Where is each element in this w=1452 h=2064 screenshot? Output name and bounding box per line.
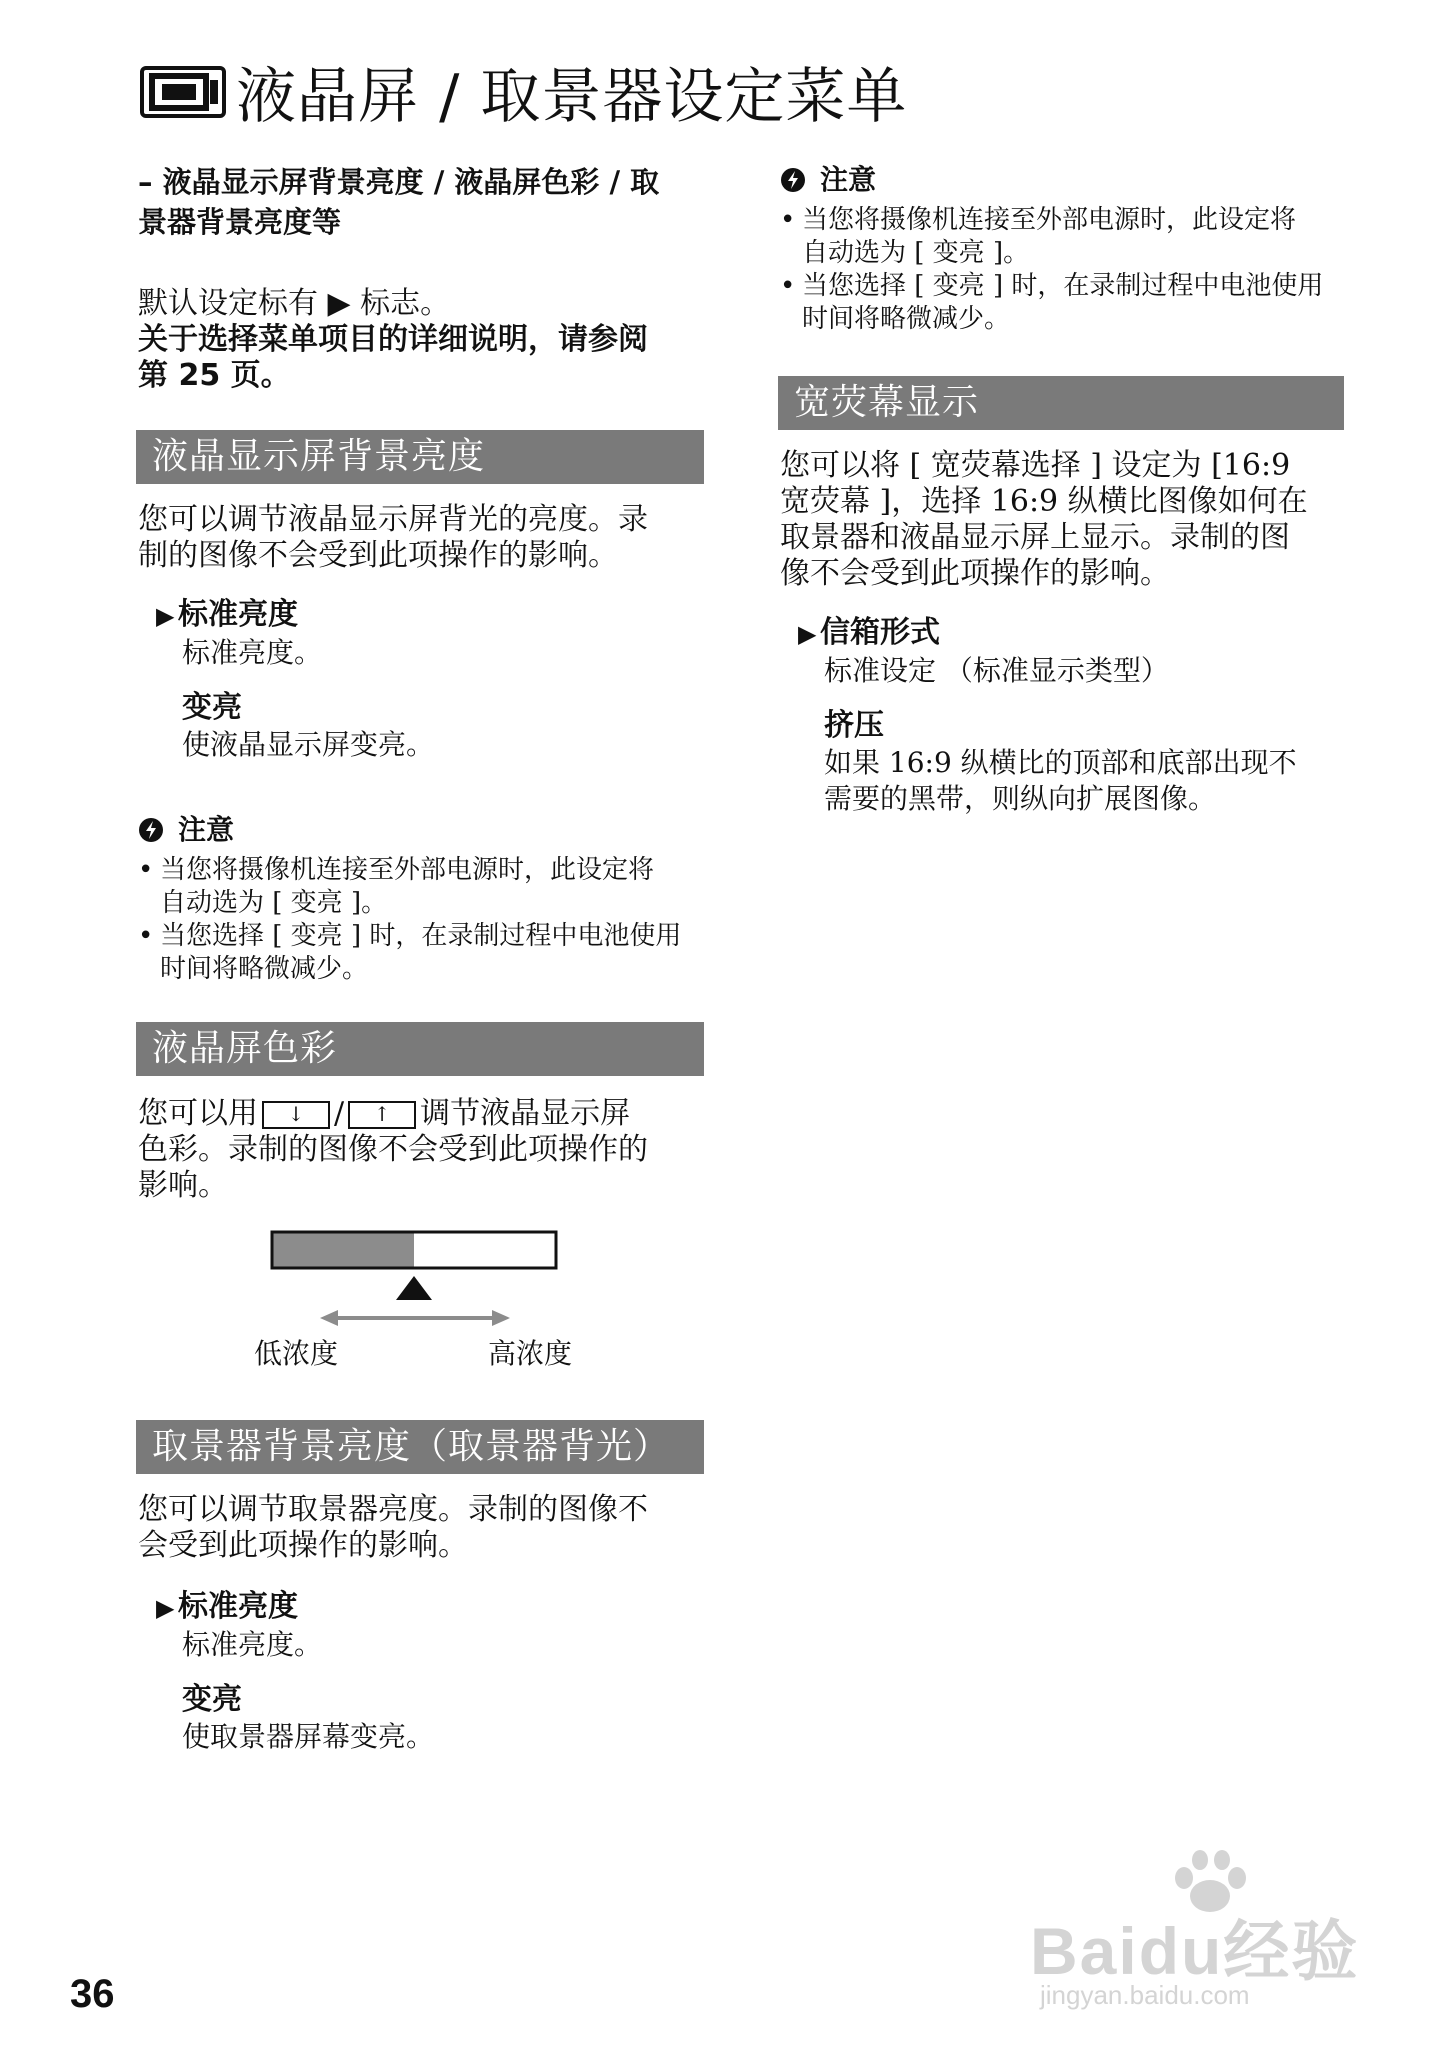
intro-detail: 第 25 页。	[138, 358, 291, 393]
desc-line: 会受到此项操作的影响。	[138, 1528, 468, 1563]
note-text: 当您选择 [ 变亮 ] 时，在录制过程中电池使用	[802, 271, 1324, 301]
note-text: 时间将略微减少。	[802, 304, 1011, 334]
desc-line	[138, 1096, 703, 1132]
lcd-color-desc	[138, 1096, 703, 1204]
option-title: 标准亮度	[178, 1589, 298, 1624]
note-item	[138, 854, 703, 920]
page-title	[140, 52, 907, 132]
option-desc: 如果 16:9 纵横比的顶部和底部出现不	[824, 746, 1297, 779]
note-header	[138, 812, 703, 848]
option-bright: 变亮	[182, 1682, 242, 1717]
intro-default-marker-text: 默认设定标有 ▶ 标志。	[138, 286, 451, 321]
desc-text: 调节液晶显示屏	[420, 1096, 631, 1131]
default-arrow-icon: ▶	[798, 620, 817, 648]
up-key: ↑	[348, 1101, 416, 1129]
subtitle	[138, 162, 703, 242]
option-desc: 需要的黑带，则纵向扩展图像。	[824, 782, 1217, 815]
desc-line: 像不会受到此项操作的影响。	[780, 556, 1170, 591]
down-key: ↓	[262, 1101, 330, 1129]
note-text: 当您将摄像机连接至外部电源时，此设定将	[160, 855, 655, 885]
option-title: 信箱形式	[820, 615, 940, 650]
option-desc: 标准亮度。	[182, 636, 323, 669]
bullet: •	[138, 921, 154, 951]
option-normal	[156, 596, 696, 635]
note-text: 当您选择 [ 变亮 ] 时，在录制过程中电池使用	[160, 921, 682, 951]
option-bright: 变亮	[182, 690, 242, 725]
watermark-brand: Baidu经验	[1030, 1914, 1360, 1988]
note-text: 自动选为 [ 变亮 ]。	[802, 238, 1030, 268]
vf-backlight-options	[156, 1588, 696, 1755]
note-text: 时间将略微减少。	[160, 954, 369, 984]
lcd-backlight-options	[156, 596, 696, 763]
section-widescreen-header: 宽荧幕显示	[778, 376, 1344, 430]
slash: /	[334, 1096, 345, 1131]
intro	[138, 286, 703, 394]
page-number: 36	[70, 1972, 115, 2016]
option-normal	[156, 1588, 696, 1627]
subtitle-line: 景器背景亮度等	[138, 205, 342, 239]
option-desc: 使取景器屏幕变亮。	[182, 1720, 435, 1753]
desc-line: 影响。	[138, 1168, 228, 1203]
desc-line: 您可以将 [ 宽荧幕选择 ] 设定为 [16:9	[780, 448, 1291, 483]
caution-icon	[138, 817, 164, 843]
note-title: 注意	[820, 163, 877, 196]
note-text: 当您将摄像机连接至外部电源时，此设定将	[802, 205, 1297, 235]
widescreen-desc	[780, 448, 1345, 592]
note-text: 自动选为 [ 变亮 ]。	[160, 888, 388, 918]
widescreen-options	[798, 614, 1338, 817]
desc-line: 您可以调节取景器亮度。录制的图像不	[138, 1492, 648, 1527]
lcd-backlight-notes	[138, 812, 703, 986]
left-arrow-icon	[320, 1310, 338, 1326]
default-arrow-icon: ▶	[156, 602, 175, 630]
intro-detail: 关于选择菜单项目的详细说明，请参阅	[138, 322, 648, 357]
note-header	[780, 162, 1345, 198]
bullet: •	[780, 205, 796, 235]
default-arrow-icon: ▶	[156, 1594, 175, 1622]
option-squeeze: 挤压	[824, 708, 884, 743]
section-lcd-backlight-header: 液晶显示屏背景亮度	[136, 430, 704, 484]
subtitle-line: – 液晶显示屏背景亮度 / 液晶屏色彩 / 取	[138, 165, 660, 199]
desc-line: 宽荧幕 ]，选择 16:9 纵横比图像如何在	[780, 484, 1308, 519]
desc-line: 您可以调节液晶显示屏背光的亮度。录	[138, 502, 648, 537]
note-item	[780, 270, 1345, 336]
level-marker-icon	[396, 1276, 432, 1300]
desc-line: 色彩。录制的图像不会受到此项操作的	[138, 1132, 648, 1167]
caution-icon	[780, 167, 806, 193]
desc-line: 取景器和液晶显示屏上显示。录制的图	[780, 520, 1290, 555]
lcd-viewfinder-icon	[140, 66, 226, 118]
option-title: 标准亮度	[178, 597, 298, 632]
right-arrow-icon	[492, 1310, 510, 1326]
option-desc: 标准亮度。	[182, 1628, 323, 1661]
watermark-url: jingyan.baidu.com	[1040, 1980, 1250, 2010]
option-letterbox	[798, 614, 1338, 653]
color-level-diagram	[260, 1226, 580, 1346]
desc-line: 制的图像不会受到此项操作的影响。	[138, 538, 618, 573]
right-notes	[780, 162, 1345, 336]
option-desc: 标准设定 （标准显示类型）	[824, 654, 1169, 687]
note-item	[780, 204, 1345, 270]
section-vf-backlight-header: 取景器背景亮度（取景器背光）	[136, 1420, 704, 1474]
high-density-label: 高浓度	[488, 1337, 573, 1370]
bullet: •	[780, 271, 796, 301]
option-desc: 使液晶显示屏变亮。	[182, 728, 435, 761]
page-title-text: 液晶屏 / 取景器设定菜单	[236, 62, 908, 132]
section-lcd-color-header: 液晶屏色彩	[136, 1022, 704, 1076]
lcd-backlight-desc	[138, 502, 703, 574]
low-density-label: 低浓度	[254, 1337, 339, 1370]
desc-text: 您可以用	[138, 1096, 258, 1131]
vf-backlight-desc	[138, 1492, 703, 1564]
note-item	[138, 920, 703, 986]
baidu-watermark	[1030, 1850, 1390, 2020]
bullet: •	[138, 855, 154, 885]
level-bar-fill	[274, 1234, 415, 1267]
note-title: 注意	[178, 813, 235, 846]
